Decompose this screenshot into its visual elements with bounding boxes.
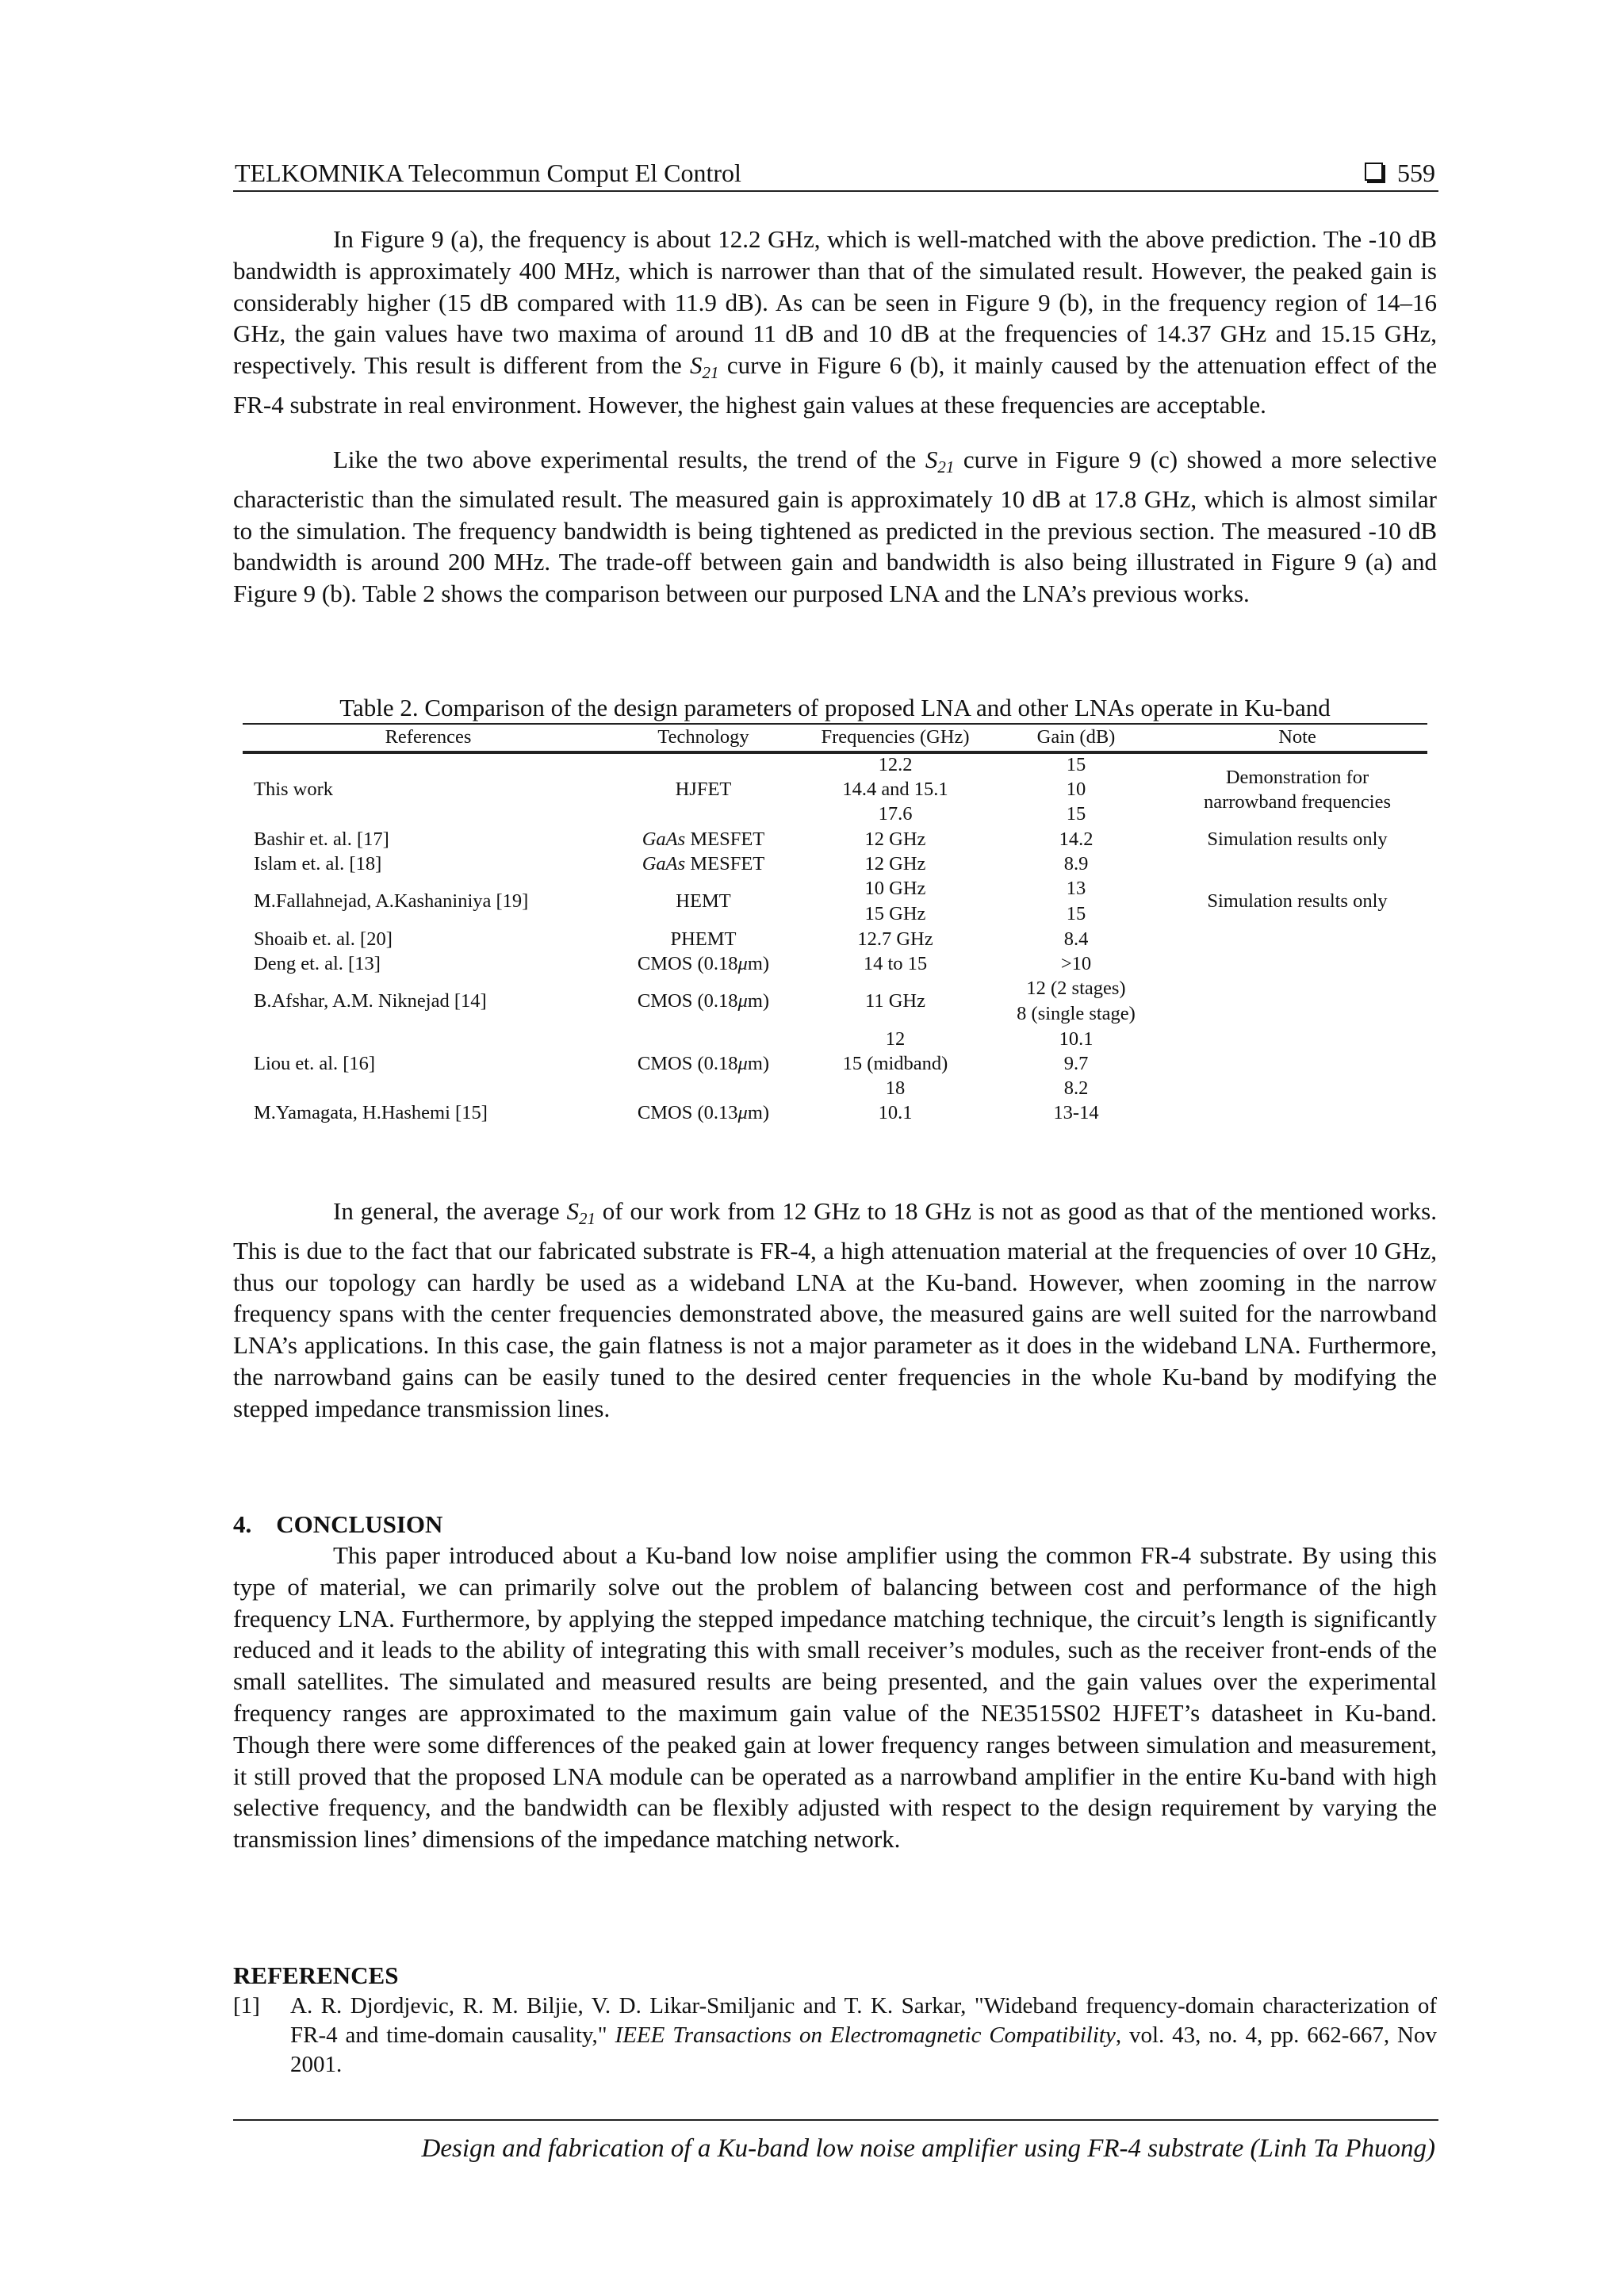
page-number: 559 — [1397, 159, 1435, 187]
page-header — [233, 155, 1438, 192]
table-header-row — [243, 725, 1427, 752]
square-bullet-icon — [1365, 163, 1383, 181]
section-heading-references: REFERENCES — [233, 1961, 399, 1989]
comparison-table — [243, 723, 1427, 1123]
col-header-technology: Technology — [657, 726, 749, 748]
paragraph-2: Like the two above experimental results, the trend of the $S_{21}$ curve in Figure 9 (c) showed a more selective characteristic than the simulated result. The measured gain is approximately 10 dB at 17.8 GHz, which is almost similar to the simulation. The frequency bandwidth is being tightened as predicted in the previous section. The measured -10 dB bandwidth is around 200 MHz. The trade-off between gain and bandwidth is also being illustrated in Figure 9 (a) and Figure 9 (b). Table 2 shows the comparison between our purposed LNA and the LNA’s previous works. — [233, 446, 1437, 608]
conclusion-paragraph: This paper introduced about a Ku-band low noise amplifier using the common FR-4 substrate. By using this type of material, we can primarily solve out the problem of balancing between cost and performance of the high frequency LNA. Furthermore, by applying the stepped impedance matching technique, the circuit’s length is significantly reduced and it leads to the ability of integrating this with small receiver’s modules, such as the receiver front-ends of the small satellites. The simulated and measured results are being presented, and the gain values over the experimental frequency ranges are approximated to the maximum gain value of the NE3515S02 HJFET’s datasheet in Ku-band. Though there were some differences of the peaked gain at lower frequency ranges between simulation and measurement, it still proved that the proposed LNA module can be operated as a narrowband amplifier in the entire Ku-band with high selective frequency, and the bandwidth can be flexibly adjusted with respect to the design requirement by varying the transmission lines’ dimensions of the impedance matching network. — [233, 1541, 1437, 1854]
col-header-note: Note — [1278, 726, 1316, 748]
journal-name: TELKOMNIKA Telecommun Comput El Control — [235, 159, 741, 187]
col-header-frequencies: Frequencies (GHz) — [821, 726, 970, 748]
table-caption: Table 2. Comparison of the design parameters of proposed LNA and other LNAs operate in Ku-band — [339, 694, 1331, 721]
col-header-gain: Gain (dB) — [1036, 726, 1116, 748]
reference-journal: IEEE Transactions on Electromagnetic Compatibility — [615, 2022, 1116, 2048]
reference-number: [1] — [233, 1993, 260, 2019]
page-number-block — [1365, 155, 1435, 190]
table-body: This work HJFET 12.2 14.4 and 15.1 17.6 15 10 15 Demonstration for narrowband frequencies Bashir et. al. [17] GaAs MESFET 12 GHz 14.2 Simulation results only Islam et. al. [18] GaAs MESFET 12 GHz 8.9 M.Fallahnejad, A.Kashaniniya [19] HEMT 10 GHz 15 GHz 13 15 Simulation results only Shoaib et. al. [20] PHEMT 12.7 GHz 8.4 Deng et. al. [13] CMOS (0.18μm) 14 to 15 >10 B.Afshar, A.M. Niknejad [14] CMOS (0.18μm) 11 GHz 12 (2 stages) 8 (single stage) Liou et. al. [16] CMOS (0.18μm) 12 15 (midband) 18 10.1 9.7 8.2 M.Yamagata, H.Hashemi [15] CMOS (0.13μm) 10.1 13-14 — [254, 754, 1392, 1123]
footer-title: Design and fabrication of a Ku-band low noise amplifier using FR-4 substrate (Linh Ta Phuong) — [421, 2134, 1435, 2163]
paragraph-3: In general, the average $S_{21}$ of our work from 12 GHz to 18 GHz is not as good as that of the mentioned works. This is due to the fact that our fabricated substrate is FR-4, a high attenuation material at the frequencies of over 10 GHz, thus our topology can hardly be used as a wideband LNA at the Ku-band. However, when zooming in the narrow frequency spans with the center frequencies demonstrated above, the measured gains are well suited for the narrowband LNA’s applications. In this case, the gain flatness is not a major parameter as it does in the wideband LNA. Furthermore, the narrowband gains can be easily tuned to the desired center frequencies in the whole Ku-band by modifying the stepped impedance transmission lines. — [233, 1197, 1437, 1422]
section-heading-conclusion: 4. CONCLUSION — [233, 1510, 443, 1538]
reference-item: [1] A. R. Djordjevic, R. M. Biljie, V. D. Likar-Smiljanic and T. K. Sarkar, "Wideband frequency-domain characterization of FR-4 and time-domain causality," IEEE Transactions on Electromagnetic Compatibility, vol. 43, no. 4, pp. 662-667, Nov 2001. — [233, 1993, 1437, 2077]
paragraph-1: In Figure 9 (a), the frequency is about 12.2 GHz, which is well-matched with the above prediction. The -10 dB bandwidth is approximately 400 MHz, which is narrower than that of the simulated result. However, the peaked gain is considerably higher (15 dB compared with 11.9 dB). As can be seen in Figure 9 (b), in the frequency region of 14–16 GHz, the gain values have two maxima of around 11 dB and 10 dB at the frequencies of 14.37 GHz and 15.15 GHz, respectively. This result is different from the $S_{21}$ curve in Figure 6 (b), it mainly caused by the attenuation effect of the FR-4 substrate in real environment. However, the highest gain values at these frequencies are acceptable. — [233, 225, 1437, 419]
s21-symbol: $S_{21}$ — [690, 351, 719, 383]
s21-symbol: $S_{21}$ — [566, 1197, 596, 1228]
s21-symbol: $S_{21}$ — [925, 446, 955, 476]
reference-list — [233, 1992, 1437, 2080]
col-header-references: References — [385, 726, 472, 748]
page-footer — [233, 2119, 1438, 2165]
